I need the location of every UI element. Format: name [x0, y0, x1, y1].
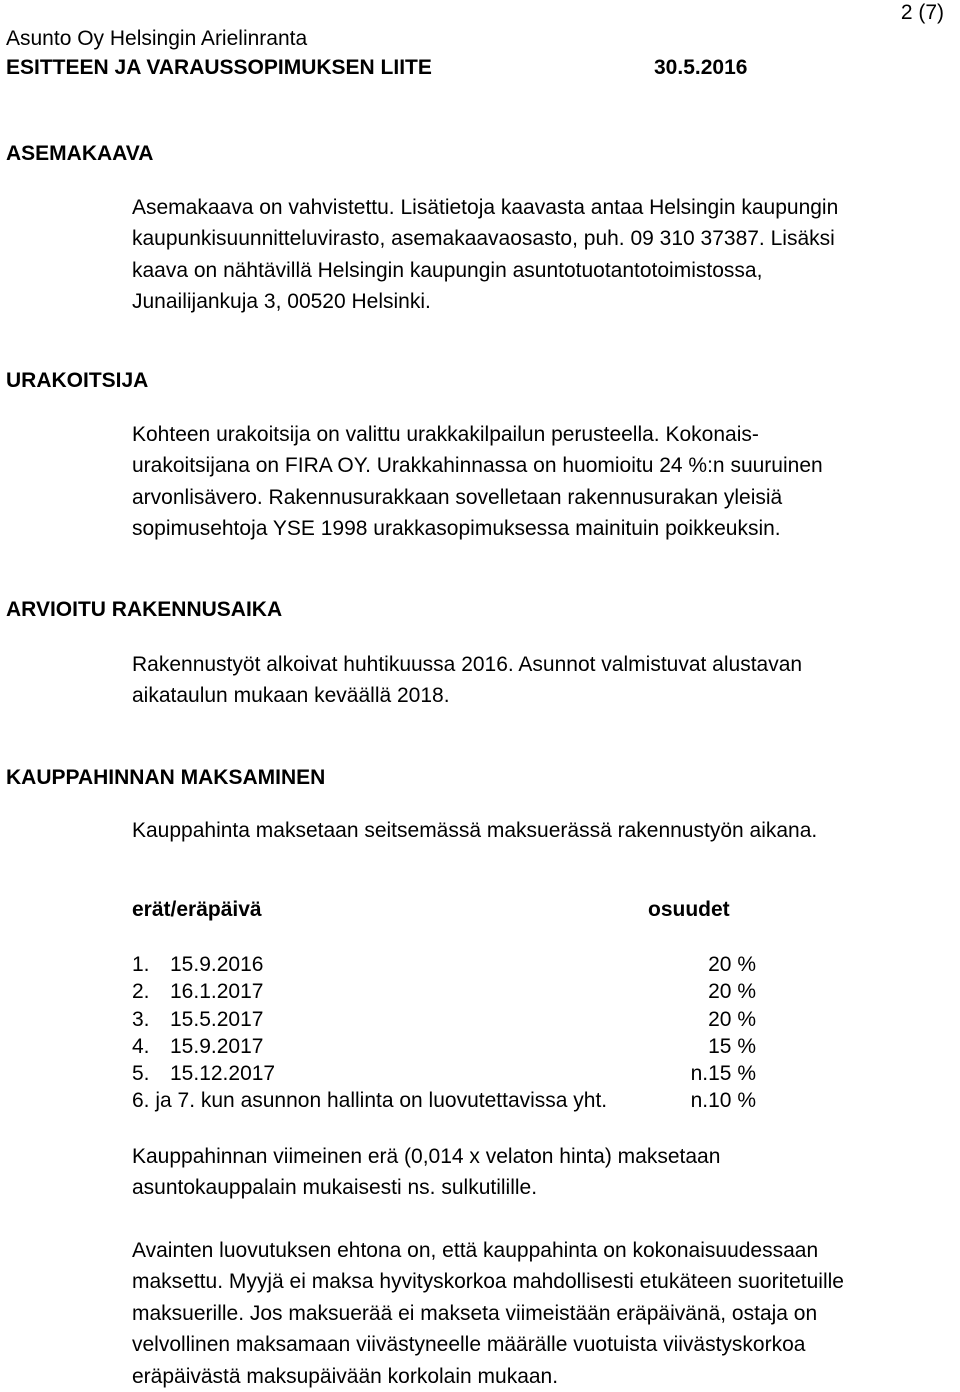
- paragraph-line: Kohteen urakoitsija on valittu urakkakilpailun perusteella. Kokonais-: [132, 423, 759, 446]
- column-header-shares: osuudet: [648, 898, 730, 921]
- paragraph-line: urakoitsijana on FIRA OY. Urakkahinnassa on huomioitu 24 %:n suuruinen: [132, 454, 823, 478]
- paragraph-line: Asemakaava on vahvistettu. Lisätietoja kaavasta antaa Helsingin kaupungin: [132, 196, 839, 219]
- installment-row: [132, 1033, 756, 1060]
- paragraph-line: asuntokauppalain mukaisesti ns. sulkutilille.: [132, 1176, 538, 1200]
- installment-number: 2.: [132, 980, 150, 1004]
- installment-share: 20 %: [708, 953, 756, 976]
- installment-date: 16.1.2017: [170, 980, 264, 1004]
- paragraph-line: Kauppahinta maksetaan seitsemässä maksuerässä rakennustyön aikana.: [132, 819, 818, 842]
- installment-share: n.15 %: [690, 1062, 756, 1086]
- installment-date: 15.12.2017: [170, 1062, 276, 1086]
- installment-date: 15.9.2016: [170, 953, 264, 976]
- installment-share: 15 %: [708, 1034, 756, 1058]
- installment-row: [132, 951, 756, 978]
- installment-share: 20 %: [708, 1007, 756, 1031]
- installment-date: 15.9.2017: [170, 1034, 264, 1058]
- paragraph-line: velvollinen maksamaan viivästyneelle määrälle vuotuista viivästyskorkoa: [132, 1333, 806, 1357]
- paragraph-line: Avainten luovutuksen ehtona on, että kauppahinta on kokonaisuudessaan: [132, 1239, 819, 1262]
- paragraph-line: maksuerille. Jos maksuerää ei makseta viimeistään eräpäivänä, ostaja on: [132, 1301, 818, 1325]
- paragraph-line: Kauppahinnan viimeinen erä (0,014 x velaton hinta) maksetaan: [132, 1145, 721, 1168]
- asemakaava-paragraph: [132, 192, 952, 318]
- installment-row-final: [132, 1087, 756, 1114]
- column-header-due-dates: erät/eräpäivä: [132, 898, 262, 921]
- paragraph-line: eräpäivästä maksupäivään korkolain mukaan.: [132, 1364, 559, 1388]
- paragraph-line: kaava on nähtävillä Helsingin kaupungin asuntotuotantotoimistossa,: [132, 258, 763, 282]
- installment-share: 20 %: [708, 980, 756, 1004]
- company-name: Asunto Oy Helsingin Arielinranta: [6, 27, 308, 50]
- section-heading-urakoitsija: URAKOITSIJA: [6, 369, 149, 392]
- installment-number: 1.: [132, 953, 150, 976]
- paragraph-line: kaupunkisuunnitteluvirasto, asemakaavaosasto, puh. 09 310 37387. Lisäksi: [132, 227, 835, 251]
- installment-share: n.10 %: [690, 1089, 756, 1113]
- rakennusaika-paragraph: [132, 649, 952, 712]
- document-title: ESITTEEN JA VARAUSSOPIMUKSEN LIITE: [6, 56, 432, 79]
- page-number: 2 (7): [900, 1, 944, 24]
- document-date: 30.5.2016: [654, 56, 748, 79]
- installment-number: 3.: [132, 1007, 150, 1031]
- installment-number: 4.: [132, 1034, 150, 1058]
- installment-number: 5.: [132, 1062, 150, 1086]
- section-heading-rakennusaika: ARVIOITU RAKENNUSAIKA: [6, 598, 283, 621]
- installment-label: 6. ja 7. kun asunnon hallinta on luovutettavissa yht.: [132, 1089, 608, 1113]
- installment-row: [132, 1060, 756, 1087]
- installment-row: [132, 1006, 756, 1033]
- installment-row: [132, 978, 756, 1005]
- paragraph-line: maksettu. Myyjä ei maksa hyvityskorkoa mahdollisesti etukäteen suoritetuille: [132, 1270, 844, 1294]
- paragraph-line: Rakennustyöt alkoivat huhtikuussa 2016. Asunnot valmistuvat alustavan: [132, 653, 803, 676]
- paragraph-line: Junailijankuja 3, 00520 Helsinki.: [132, 290, 431, 314]
- paragraph-line: sopimusehtoja YSE 1998 urakkasopimuksessa mainituin poikkeuksin.: [132, 517, 781, 541]
- paragraph-line: aikataulun mukaan keväällä 2018.: [132, 684, 450, 708]
- final-installment-note: [132, 1141, 952, 1204]
- section-heading-asemakaava: ASEMAKAAVA: [6, 142, 154, 165]
- urakoitsija-paragraph: [132, 419, 952, 545]
- key-handover-paragraph: [132, 1235, 952, 1392]
- paragraph-line: arvonlisävero. Rakennusurakkaan sovelletaan rakennusurakan yleisiä: [132, 485, 783, 509]
- maksaminen-intro: [132, 815, 952, 846]
- installment-date: 15.5.2017: [170, 1007, 264, 1031]
- installment-schedule: [132, 951, 756, 1115]
- section-heading-maksaminen: KAUPPAHINNAN MAKSAMINEN: [6, 766, 326, 789]
